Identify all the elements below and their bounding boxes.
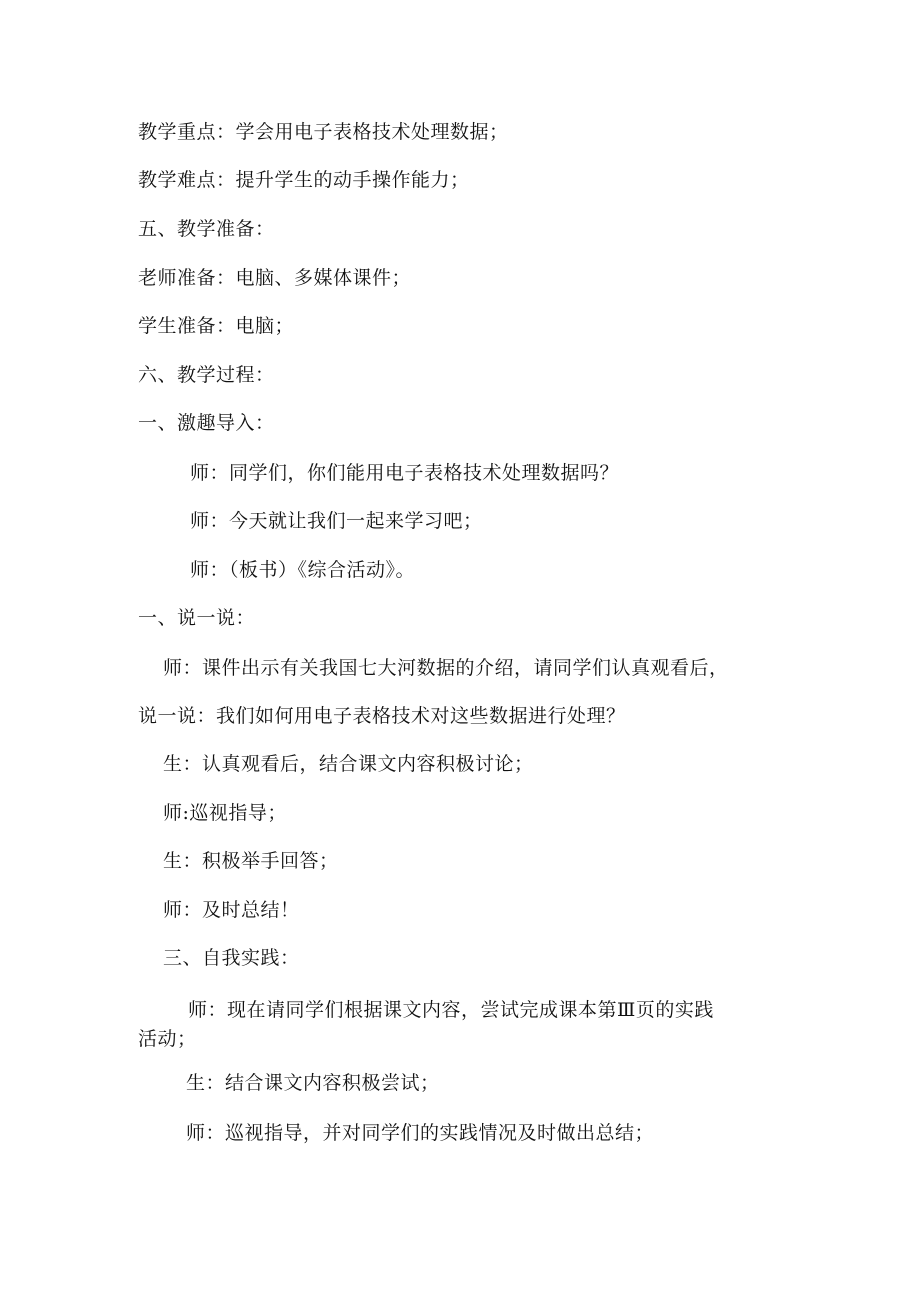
teaching-difficulty-line: 教学难点：提升学生的动手操作能力； — [138, 169, 470, 191]
teaching-focus-line: 教学重点：学会用电子表格技术处理数据； — [138, 121, 509, 143]
discuss-teacher-line-1: 师：课件出示有关我国七大河数据的介绍，请同学们认真观看后， — [163, 657, 729, 679]
student-preparation-line: 学生准备：电脑； — [138, 315, 295, 337]
discuss-student-line-2: 生：积极举手回答； — [163, 850, 339, 872]
subsection-heading-discuss: 一、说一说： — [138, 607, 256, 629]
subsection-heading-intro: 一、激趣导入： — [138, 412, 275, 434]
practice-teacher-summary-line: 师：巡视指导，并对同学们的实践情况及时做出总结； — [186, 1122, 655, 1144]
practice-teacher-line-2: 活动； — [138, 1028, 197, 1050]
discuss-teacher-summary-line: 师：及时总结！ — [163, 899, 300, 921]
discuss-teacher-line-2: 说一说：我们如何用电子表格技术对这些数据进行处理？ — [138, 705, 626, 727]
practice-student-line: 生：结合课文内容积极尝试； — [186, 1072, 440, 1094]
intro-teacher-line-3: 师：（板书）《综合活动》。 — [190, 559, 416, 581]
intro-teacher-line-1: 师：同学们，你们能用电子表格技术处理数据吗？ — [190, 462, 620, 484]
discuss-student-line-1: 生：认真观看后，结合课文内容积极讨论； — [163, 753, 534, 775]
discuss-teacher-guide-line: 师:巡视指导； — [163, 802, 287, 824]
teacher-preparation-line: 老师准备：电脑、多媒体课件； — [138, 267, 412, 289]
subsection-heading-practice: 三、自我实践： — [163, 947, 300, 969]
section-heading-process: 六、教学过程： — [138, 364, 275, 386]
intro-teacher-line-2: 师：今天就让我们一起来学习吧； — [190, 510, 483, 532]
section-heading-preparation: 五、教学准备： — [138, 218, 275, 240]
practice-teacher-line-1: 师：现在请同学们根据课文内容，尝试完成课本第Ⅲ页的实践 — [188, 999, 714, 1021]
